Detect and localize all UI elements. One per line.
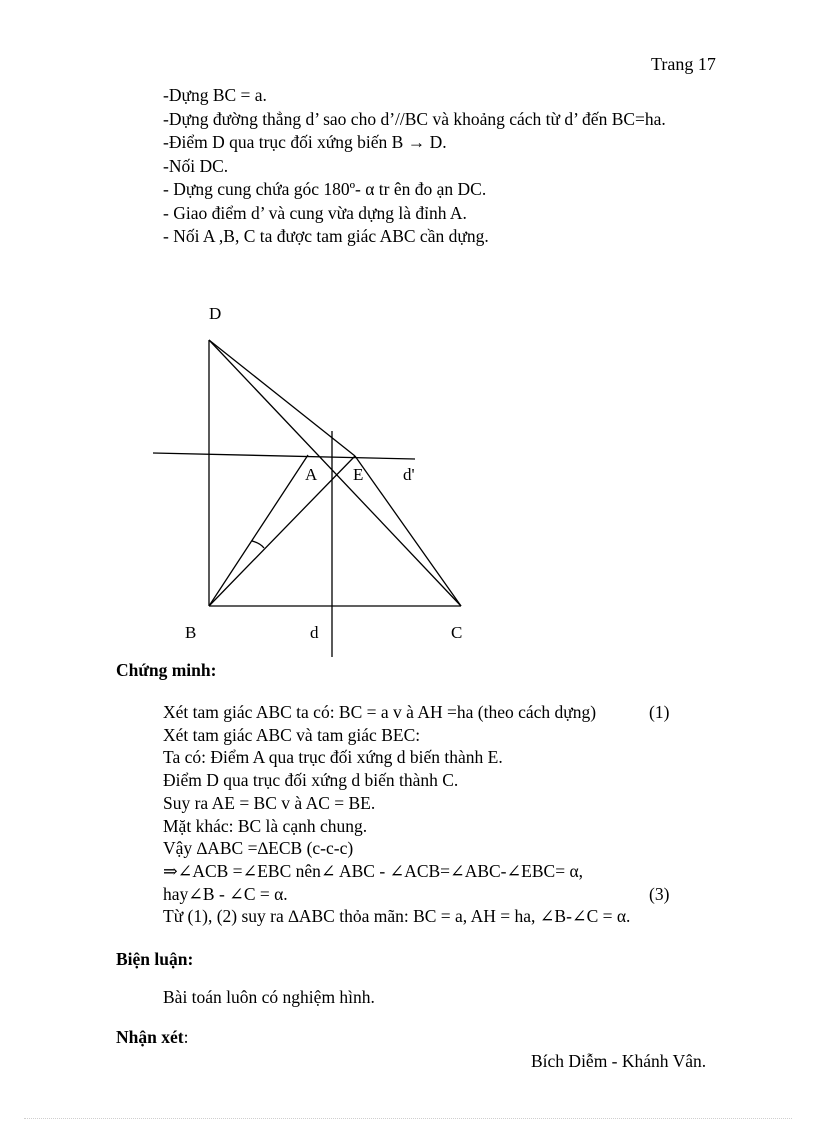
- page-number: Trang 17: [651, 54, 716, 74]
- proof-line: [163, 883, 670, 906]
- label-d-point: D: [209, 304, 222, 323]
- step-item: -Dựng đường thẳng d’ sao cho d’//BC và khoảng cách từ d’ đến BC=ha.: [163, 108, 666, 129]
- line-de: [209, 340, 355, 456]
- line-dc: [209, 340, 461, 606]
- proof-text: hay∠B - ∠C = α.: [163, 883, 288, 904]
- proof-text: Xét tam giác ABC ta có: BC = a v à AH =ha (theo cách dựng): [163, 702, 597, 722]
- label-c-point: C: [451, 623, 463, 642]
- page-bottom-rule: [24, 1118, 792, 1119]
- angle-arc: [252, 541, 264, 548]
- discussion-text: Bài toán luôn có nghiệm hình.: [163, 987, 375, 1007]
- proof-line: Từ (1), (2) suy ra ∆ABC thỏa mãn: BC = a, AH = ha, ∠B-∠C = α.: [163, 906, 631, 927]
- step-item: -Dựng BC = a.: [163, 85, 267, 105]
- proof-line: Ta có: Điểm A qua trục đối xứng d biến thành E.: [163, 747, 503, 768]
- remark-heading-text: Nhận xét: [116, 1027, 184, 1047]
- step-item: -Điểm D qua trục đối xứng biến B → D.: [163, 132, 447, 152]
- step-item: -Nối DC.: [163, 155, 229, 176]
- proof-line: ⇒∠ACB =∠EBC nên∠ ABC - ∠ACB=∠ABC-∠EBC= α,: [163, 860, 583, 881]
- proof-line: Suy ra AE = BC v à AC = BE.: [163, 792, 376, 813]
- step-item: - Nối A ,B, C ta được tam giác ABC cần dựng.: [163, 226, 489, 246]
- proof-line: Mặt khác: BC là cạnh chung.: [163, 815, 368, 836]
- proof-body: [163, 701, 670, 928]
- label-d-axis: d: [310, 623, 319, 642]
- step-item: - Dựng cung chứa góc 180º- α tr ên đo ạn DC.: [163, 179, 487, 199]
- proof-line: Điểm D qua trục đối xứng d biến thành C.: [163, 770, 459, 791]
- label-d-prime: d': [403, 465, 415, 484]
- label-e-point: E: [353, 465, 364, 484]
- step-item: - Giao điểm d’ và cung vừa dựng là đỉnh A.: [163, 202, 467, 223]
- authors: Bích Diễm - Khánh Vân.: [531, 1051, 707, 1071]
- proof-line: Xét tam giác ABC và tam giác BEC:: [163, 724, 421, 745]
- proof-line: Vậy ∆ABC =∆ECB (c-c-c): [163, 838, 354, 859]
- line-d-prime: [153, 453, 415, 459]
- proof-heading: Chứng minh:: [116, 660, 217, 680]
- proof-line: [163, 701, 670, 724]
- discussion-heading: Biện luận:: [116, 949, 194, 969]
- equation-tag: (1): [649, 702, 670, 722]
- equation-tag: (3): [649, 883, 670, 904]
- label-b-point: B: [185, 623, 197, 642]
- line-ba: [209, 455, 308, 606]
- line-be: [209, 456, 355, 606]
- label-a-point: A: [305, 465, 318, 484]
- remark-colon: :: [183, 1027, 189, 1047]
- remark-heading: [116, 1027, 188, 1048]
